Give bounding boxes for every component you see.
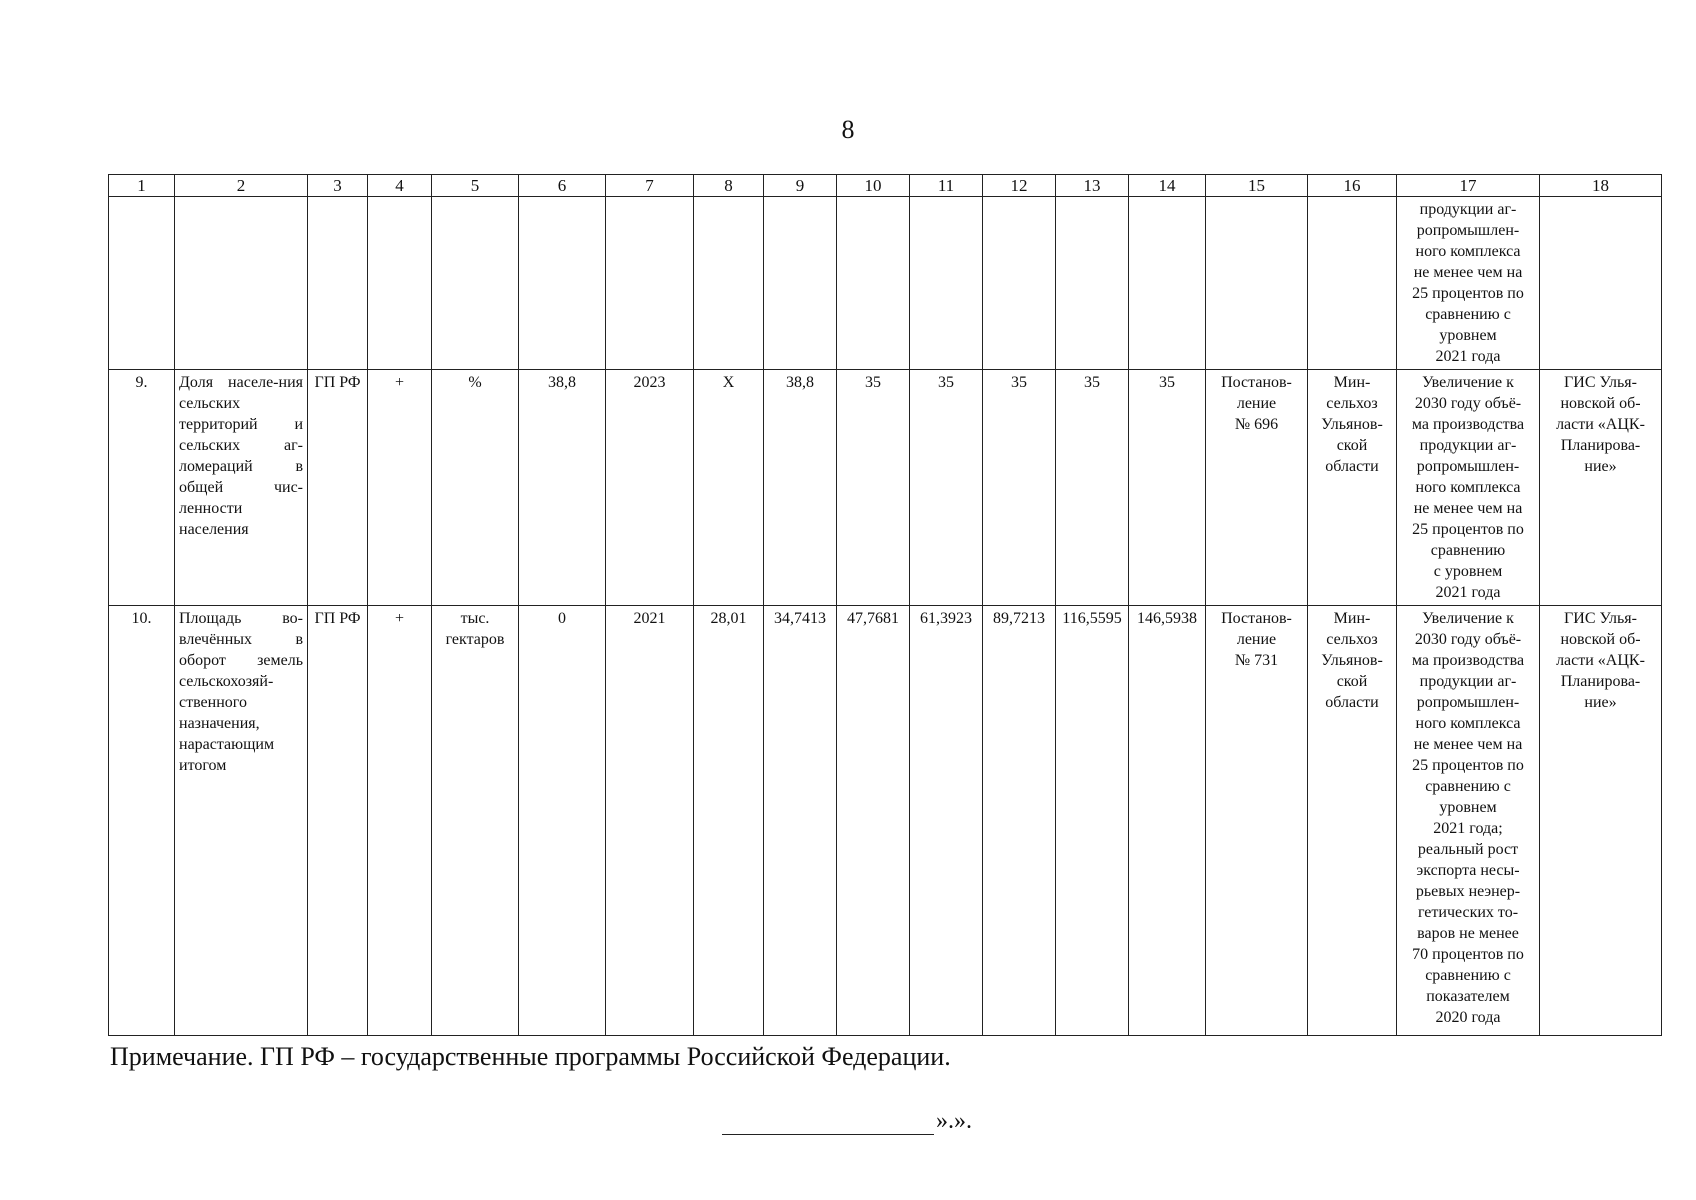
value-col11-cell: 61,3923: [910, 606, 983, 1036]
closing-quote: ».».: [936, 1108, 972, 1134]
header-cell-16: 16: [1308, 175, 1397, 197]
header-cell-10: 10: [837, 175, 910, 197]
empty-cell: [606, 197, 694, 370]
indicators-table: [108, 174, 1662, 1036]
value-col14-cell: 146,5938: [1129, 606, 1206, 1036]
responsible-cell: Мин- сельхоз Ульянов- ской области: [1308, 370, 1397, 606]
value-col8-cell: Х: [694, 370, 764, 606]
header-cell-8: 8: [694, 175, 764, 197]
empty-cell: [837, 197, 910, 370]
value-col9-cell: 38,8: [764, 370, 837, 606]
closing-mark: [722, 1108, 972, 1135]
table-row-continuation: [109, 197, 1662, 370]
signature-line: [722, 1112, 934, 1135]
goal-cell: Увеличение к 2030 году объё- ма производства продукции аг- ропромышлен- ного комплекса не менее чем на 25 процентов по сравнению с уровнем 2021 года: [1397, 370, 1540, 606]
header-cell-15: 15: [1206, 175, 1308, 197]
system-cell: ГИС Улья- новской об- ласти «АЦК- Планирова- ние»: [1540, 370, 1662, 606]
header-cell-14: 14: [1129, 175, 1206, 197]
sign-cell: +: [368, 606, 432, 1036]
responsible-cell: Мин- сельхоз Ульянов- ской области: [1308, 606, 1397, 1036]
header-cell-4: 4: [368, 175, 432, 197]
empty-cell: [1206, 197, 1308, 370]
program-cell: ГП РФ: [308, 606, 368, 1036]
empty-cell: [910, 197, 983, 370]
value-col12-cell: 89,7213: [983, 606, 1056, 1036]
table-header-row: [109, 175, 1662, 197]
indicator-name-cell: Площадь во-влечённых в оборот земель сельскохозяй-ственного назначения, нарастающим итогом: [175, 606, 308, 1036]
header-cell-12: 12: [983, 175, 1056, 197]
header-cell-3: 3: [308, 175, 368, 197]
table-row: [109, 606, 1662, 1036]
base-value-cell: 0: [519, 606, 606, 1036]
value-col13-cell: 116,5595: [1056, 606, 1129, 1036]
empty-cell: [308, 197, 368, 370]
base-year-cell: 2023: [606, 370, 694, 606]
value-col8-cell: 28,01: [694, 606, 764, 1036]
sign-cell: +: [368, 370, 432, 606]
value-col10-cell: 47,7681: [837, 606, 910, 1036]
table-row: [109, 370, 1662, 606]
base-value-cell: 38,8: [519, 370, 606, 606]
value-col13-cell: 35: [1056, 370, 1129, 606]
empty-cell: [983, 197, 1056, 370]
header-cell-1: 1: [109, 175, 175, 197]
empty-cell: [694, 197, 764, 370]
goal-continuation-cell: продукции аг- ропромышлен- ного комплекса не менее чем на 25 процентов по сравнению с уровнем 2021 года: [1397, 197, 1540, 370]
empty-cell: [1540, 197, 1662, 370]
header-cell-9: 9: [764, 175, 837, 197]
header-cell-13: 13: [1056, 175, 1129, 197]
unit-cell: %: [432, 370, 519, 606]
goal-cell: Увеличение к 2030 году объё- ма производства продукции аг- ропромышлен- ного комплекса не менее чем на 25 процентов по сравнению с уровнем 2021 года; реальный рост экспорта несы- рьевых неэнер- гетических то- варов не менее 70 процентов по сравнению с показателем 2020 года: [1397, 606, 1540, 1036]
footnote: Примечание. ГП РФ – государственные программы Российской Федерации.: [110, 1042, 951, 1071]
indicator-name-cell: Доля населе-ния сельских территорий и сельских аг-ломераций в общей чис-ленности населения: [175, 370, 308, 606]
row-number-cell: 10.: [109, 606, 175, 1036]
header-cell-7: 7: [606, 175, 694, 197]
header-cell-18: 18: [1540, 175, 1662, 197]
page-number: 8: [841, 115, 855, 144]
empty-cell: [109, 197, 175, 370]
value-col9-cell: 34,7413: [764, 606, 837, 1036]
empty-cell: [175, 197, 308, 370]
empty-cell: [368, 197, 432, 370]
program-cell: ГП РФ: [308, 370, 368, 606]
row-number-cell: 9.: [109, 370, 175, 606]
value-col14-cell: 35: [1129, 370, 1206, 606]
empty-cell: [764, 197, 837, 370]
document-cell: Постанов- ление № 731: [1206, 606, 1308, 1036]
header-cell-17: 17: [1397, 175, 1540, 197]
header-cell-11: 11: [910, 175, 983, 197]
unit-cell: тыс. гектаров: [432, 606, 519, 1036]
document-cell: Постанов- ление № 696: [1206, 370, 1308, 606]
empty-cell: [519, 197, 606, 370]
value-col12-cell: 35: [983, 370, 1056, 606]
header-cell-6: 6: [519, 175, 606, 197]
value-col10-cell: 35: [837, 370, 910, 606]
empty-cell: [432, 197, 519, 370]
value-col11-cell: 35: [910, 370, 983, 606]
header-cell-2: 2: [175, 175, 308, 197]
empty-cell: [1129, 197, 1206, 370]
header-cell-5: 5: [432, 175, 519, 197]
empty-cell: [1056, 197, 1129, 370]
system-cell: ГИС Улья- новской об- ласти «АЦК- Планирова- ние»: [1540, 606, 1662, 1036]
empty-cell: [1308, 197, 1397, 370]
base-year-cell: 2021: [606, 606, 694, 1036]
